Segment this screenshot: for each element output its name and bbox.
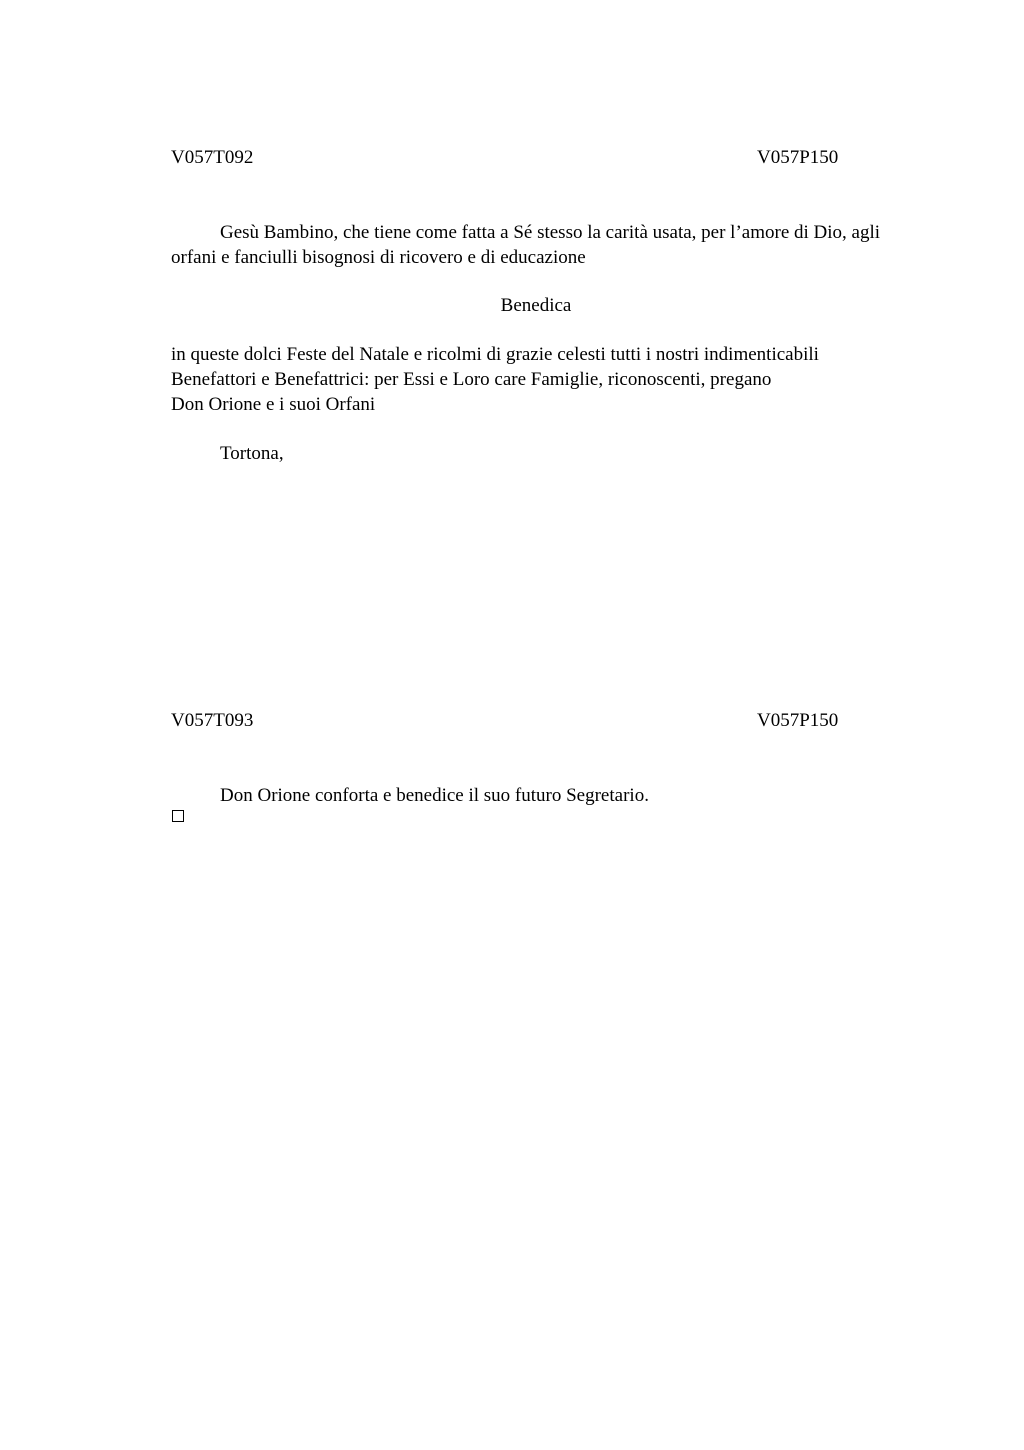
caption-paragraph: Don Orione conforta e benedice il suo futuro Segretario. [220,785,649,806]
record-code-left: V057T092 [171,147,254,168]
greeting-line-1: in queste dolci Feste del Natale e ricolmi di grazie celesti tutti i nostri indimenticabili [171,344,819,365]
blessing-paragraph: Gesù Bambino, che tiene come fatta a Sé stesso la carità usata, per l’amore di Dio, agli orfani e fanciulli bisognosi di ricovero e di educazione [171,222,881,268]
place-line: Tortona, [220,443,284,464]
greeting-line-3: Don Orione e i suoi Orfani [171,394,376,415]
empty-box-icon [172,810,184,822]
record-code-right-2: V057P150 [757,710,839,731]
record-code-right: V057P150 [757,147,839,168]
record-code-left-2: V057T093 [171,710,254,731]
benedica-heading: Benedica [500,295,572,316]
greeting-line-2: Benefattori e Benefattrici: per Essi e Loro care Famiglie, riconoscenti, pregano [171,369,772,390]
